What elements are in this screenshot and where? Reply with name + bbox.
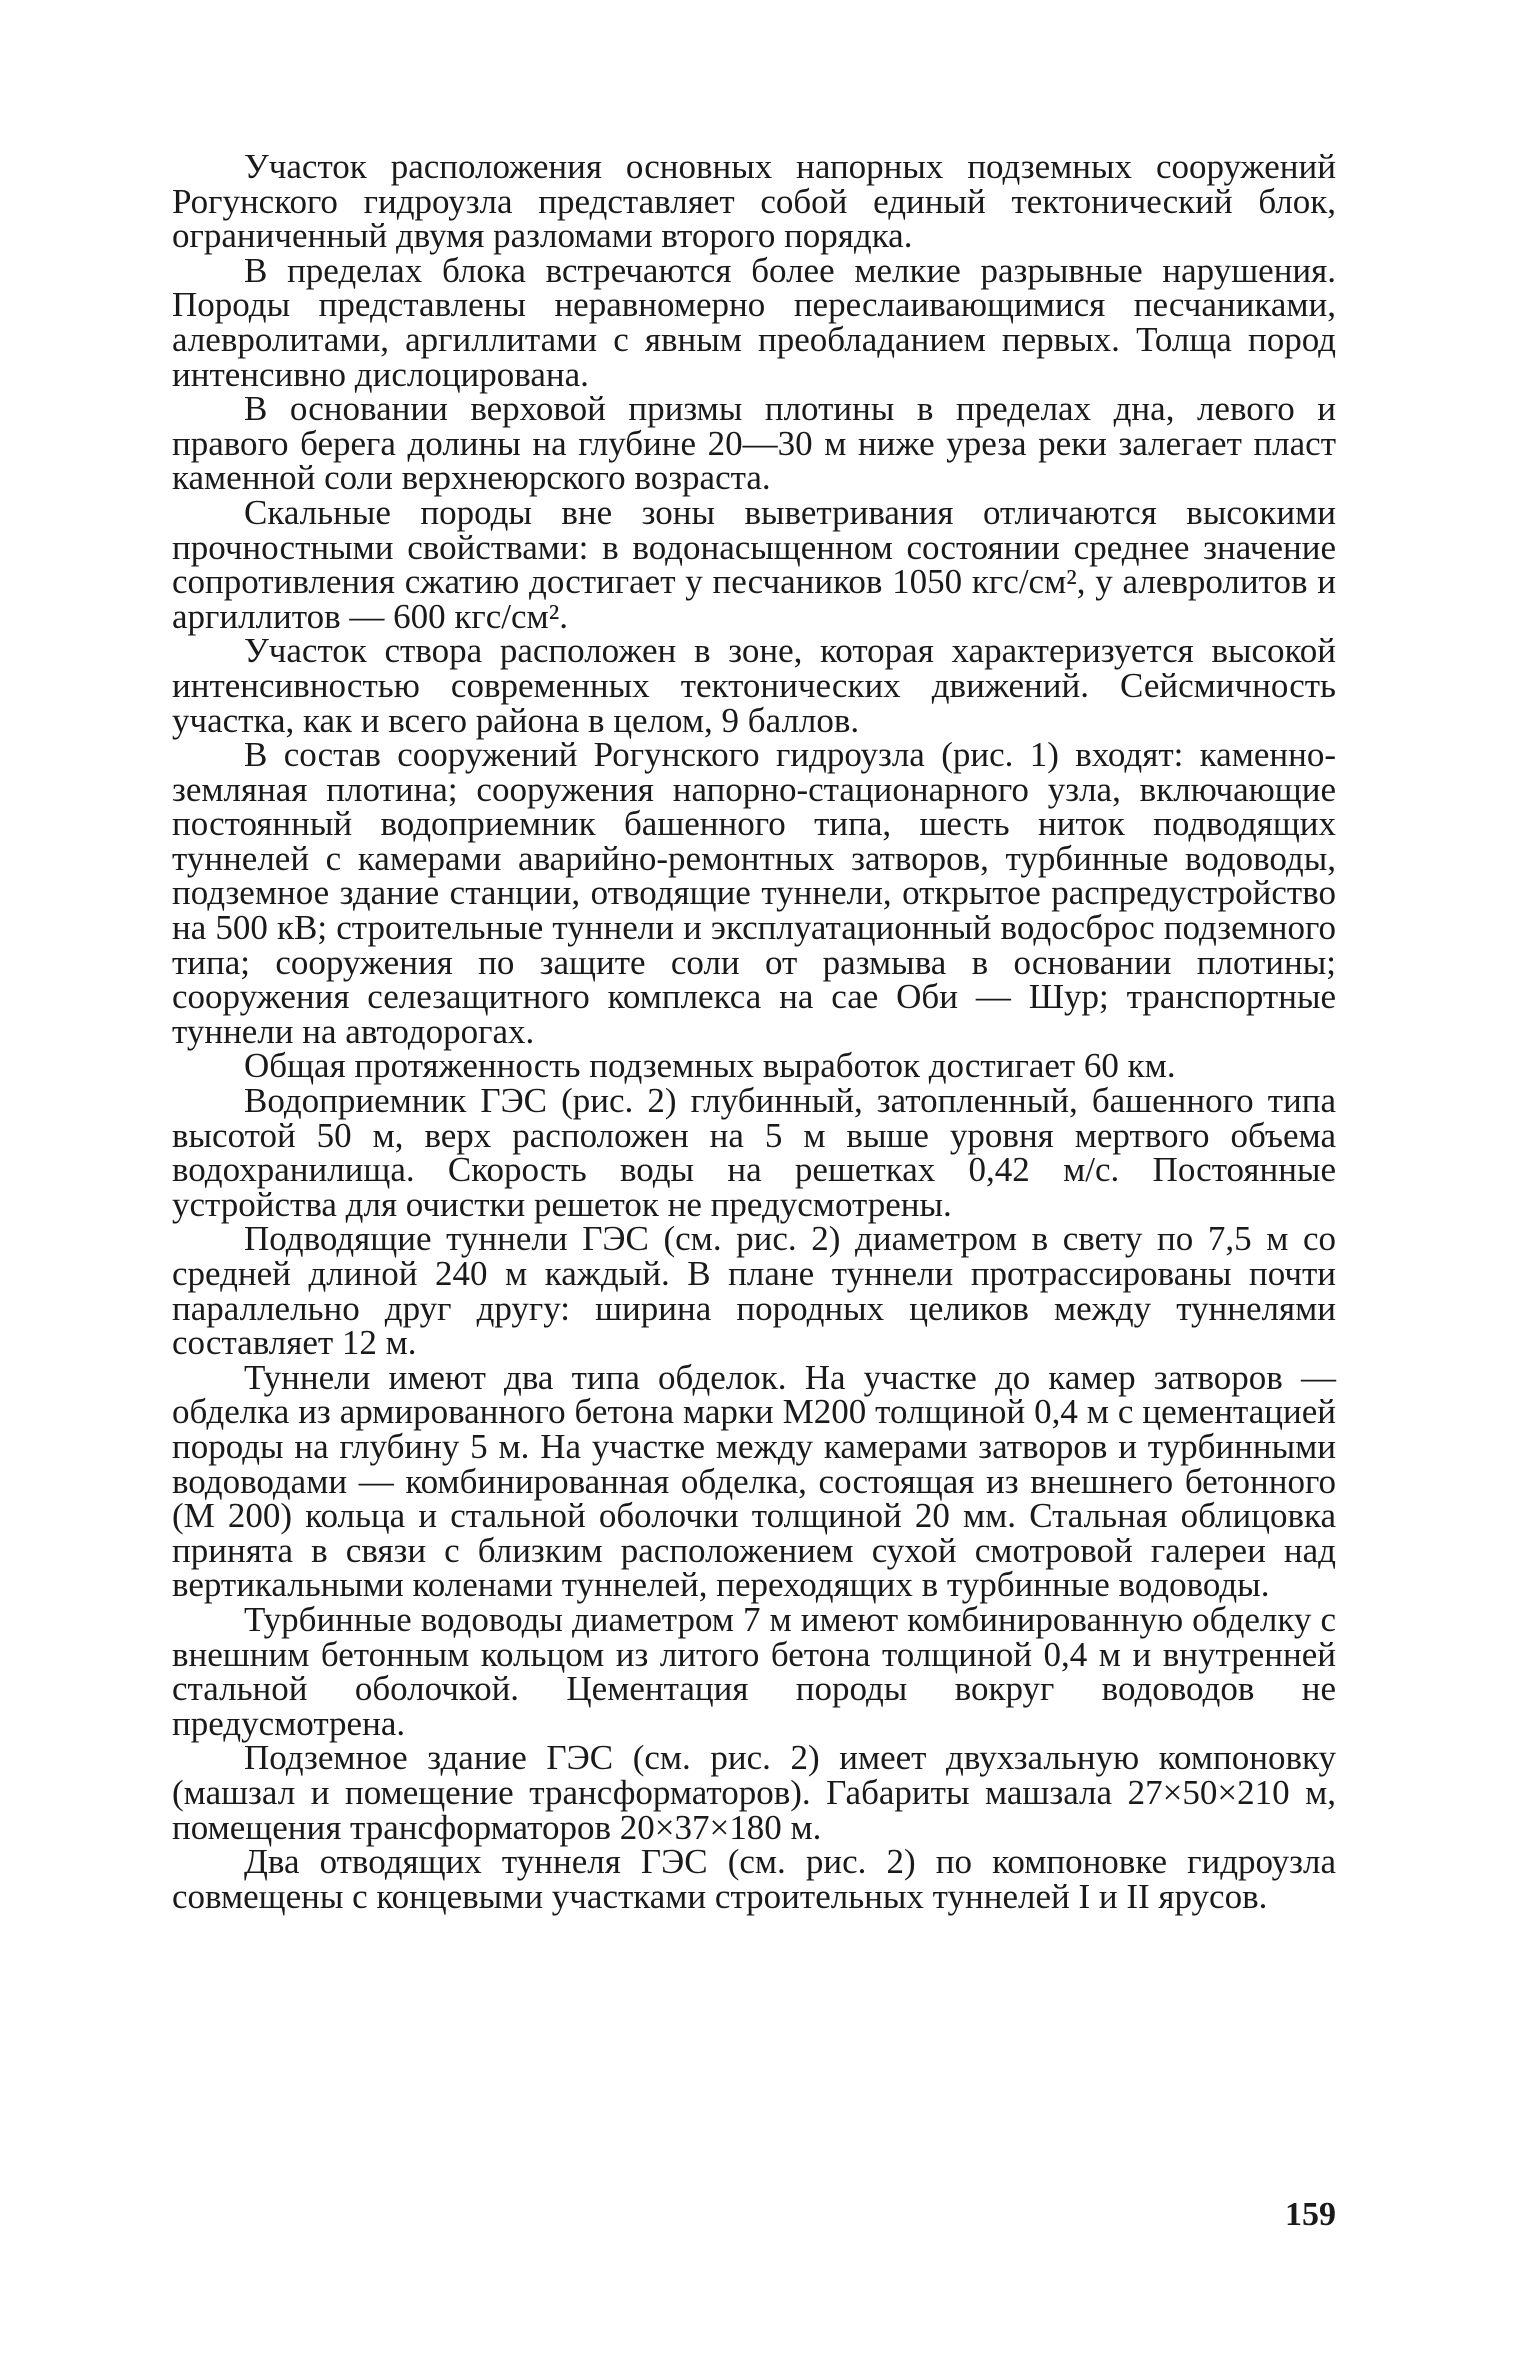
paragraph-site-location: Участок расположения основных напорных подземных сооружений Рогунского гидроузла представляет собой единый тектонический блок, ограниченный двумя разломами второго порядка. <box>172 147 1336 256</box>
paragraph-underground-length: Общая протяженность подземных выработок достигает 60 км. <box>244 1046 1176 1086</box>
paragraph-tailrace-tunnels: Два отводящих туннеля ГЭС (см. рис. 2) по компоновке гидроузла совмещены с концевыми участками строительных туннелей I и II ярусов. <box>172 1842 1336 1916</box>
paragraph-tunnel-linings: Туннели имеют два типа обделок. На участке до камер затворов — обделка из армированного бетона марки М200 толщиной 0,4 м с цементацией породы на глубину 5 м. На участке между камерами затворов и турбинными водоводами — комбинированная обделка, состоящая из внешнего бетонного (М 200) кольца и стальной оболочки толщиной 20 мм. Стальная облицовка принята в связи с близким расположением сухой смотровой галереи над вертикальными коленами туннелей, переходящих в турбинные водоводы. <box>172 1357 1336 1605</box>
paragraph-water-intake: Водоприемник ГЭС (рис. 2) глубинный, затопленный, башенного типа высотой 50 м, верх расположен на 5 м выше уровня мертвого объема водохранилища. Скорость воды на решетках 0,42 м/с. Постоянные устройства для очистки решеток не предусмотрены. <box>172 1081 1336 1224</box>
page-number: 159 <box>1285 2196 1336 2233</box>
paragraph-seismicity: Участок створа расположен в зоне, которая характеризуется высокой интенсивностью современных тектонических движений. Сейсмичность участка, как и всего района в целом, 9 баллов. <box>172 631 1336 740</box>
paragraph-rock-types: В пределах блока встречаются более мелкие разрывные нарушения. Породы представлены неравномерно переслаивающимися песчаниками, алевролитами, аргиллитами с явным преобладанием первых. Толща пород интенсивно дислоцирована. <box>172 250 1336 394</box>
paragraph-powerhouse: Подземное здание ГЭС (см. рис. 2) имеет двухзальную компоновку (машзал и помещение трансформаторов). Габариты машзала 27×50×210 м, помещения трансформаторов 20×37×180 м. <box>172 1738 1336 1847</box>
paragraph-structures-list: В состав сооружений Рогунского гидроузла (рис. 1) входят: каменно-земляная плотина; сооружения напорно-стационарного узла, включающие постоянный водоприемник башенного типа, шесть ниток подводящих туннелей с камерами аварийно-ремонтных затворов, турбинные водоводы, подземное здание станции, отводящие туннели, открытое распредустройство на 500 кВ; строительные туннели и эксплуатационный водосброс подземного типа; сооружения по защите соли от размыва в основании плотины; сооружения селезащитного комплекса на сае Оби — Шур; транспортные туннели на автодорогах. <box>172 735 1336 1051</box>
paragraph-salt-layer: В основании верховой призмы плотины в пределах дна, левого и правого берега долины на глубине 20—30 м ниже уреза реки залегает пласт каменной соли верхнеюрского возраста. <box>172 389 1336 498</box>
paragraph-supply-tunnels: Подводящие туннели ГЭС (см. рис. 2) диаметром в свету по 7,5 м со средней длиной 240 м каждый. В плане туннели протрассированы почти параллельно друг другу: ширина породных целиков между туннелями составляет 12 м. <box>172 1219 1336 1363</box>
page-body <box>172 147 1336 1916</box>
paragraph-rock-strength: Скальные породы вне зоны выветривания отличаются высокими прочностными свойствами: в водонасыщенном состоянии среднее значение сопротивления сжатию достигает у песчаников 1050 кгс/см², у алевролитов и аргиллитов — 600 кгс/см². <box>172 492 1336 636</box>
paragraph-penstocks: Турбинные водоводы диаметром 7 м имеют комбинированную обделку с внешним бетонным кольцом из литого бетона толщиной 0,4 м и внутренней стальной оболочкой. Цементация породы вокруг водоводов не предусмотрена. <box>172 1599 1336 1743</box>
